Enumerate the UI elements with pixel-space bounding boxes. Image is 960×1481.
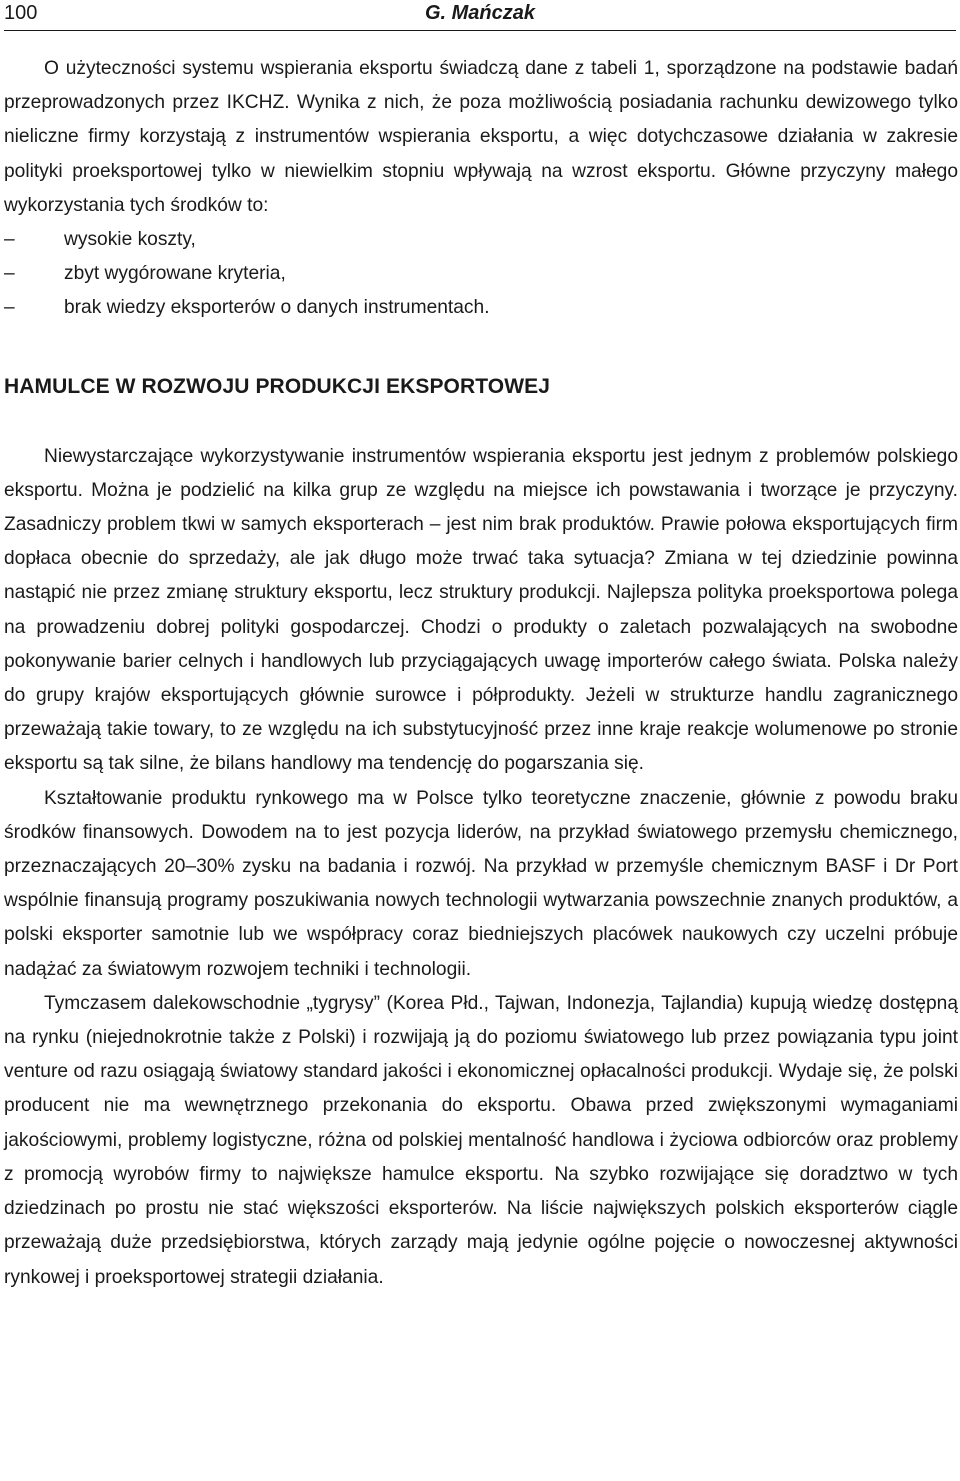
- page-number: 100: [4, 2, 38, 24]
- dash-bullet: –: [4, 229, 15, 251]
- dash-bullet: –: [4, 263, 15, 285]
- body-text: [4, 52, 958, 1295]
- intro-paragraph: O użyteczności systemu wspierania eksportu świadczą dane z tabeli 1, sporządzone na podstawie badań przeprowadzonych przez IKCHZ. Wynika z nich, że poza możliwością posiadania rachunku dewizowego tylko nieliczne firmy korzystają z instrumentów wspierania eksportu, a więc dotychczasowe działania w zakresie polityki proeksportowej tylko w niewielkim stopniu wpływają na wzrost eksportu. Główne przyczyny małego wykorzystania tych środków to:: [4, 58, 958, 216]
- dash-bullet: –: [4, 297, 15, 319]
- list-item: [4, 291, 958, 325]
- list-item-text: wysokie koszty,: [64, 229, 196, 251]
- body-paragraph: Kształtowanie produktu rynkowego ma w Polsce tylko teoretyczne znaczenie, głównie z powodu braku środków finansowych. Dowodem na to jest pozycja liderów, na przykład światowego przemysłu chemicznego, przeznaczających 20–30% zysku na badania i rozwój. Na przykład w przemyśle chemicznym BASF i Dr Port wspólnie finansują programy poszukiwania nowych technologii wytwarzania powszechnie znanych produktów, a polski eksporter samotnie lub we współpracy coraz biedniejszych placówek naukowych czy uczelni próbuje nadążać za światowym rozwojem techniki i technologii.: [4, 787, 958, 980]
- list-item: [4, 223, 958, 257]
- list-item: [4, 257, 958, 291]
- running-header: [4, 0, 956, 31]
- causes-list: [4, 223, 958, 326]
- body-paragraph: Tymczasem dalekowschodnie „tygrysy” (Korea Płd., Tajwan, Indonezja, Tajlandia) kupują wiedzę dostępną na rynku (niejednokrotnie także z Polski) i rozwijają ją do poziomu światowego lub przez powiązania typu joint venture od razu osiągają światowy standard jakości i ekonomicznej opłacalności produkcji. Wydaje się, że polski producent nie ma wewnętrznego przekonania do eksportu. Obawa przed zwiększonymi wymaganiami jakościowymi, problemy logistyczne, różna od polskiej mentalność handlowa i życiowa odbiorców oraz problemy z promocją wyrobów firmy to największe hamulce eksportu. Na szybko rozwijające się doradztwo w tych dziedzinach po prostu nie stać większości eksporterów. Na liście największych polskich eksporterów ciągle przeważają duże przedsiębiorstwa, których zarządy mają jedynie ogólne pojęcie o nowoczesnej aktywności rynkowej i proeksportowej strategii działania.: [4, 992, 958, 1288]
- body-paragraph: Niewystarczające wykorzystywanie instrumentów wspierania eksportu jest jednym z problemów polskiego eksportu. Można je podzielić na kilka grup ze względu na miejsce ich powstawania i tworzące je przyczyny. Zasadniczy problem tkwi w samych eksporterach – jest nim brak produktów. Prawie połowa eksportujących firm dopłaca obecnie do sprzedaży, ale jak długo może trwać taka sytuacja? Zmiana w tej dziedzinie powinna nastąpić nie przez zmianę struktury eksportu, lecz struktury produkcji. Najlepsza polityka proeksportowa polega na prowadzeniu dobrej polityki gospodarczej. Chodzi o produkty o zaletach pozwalających na swobodne pokonywanie barier celnych i handlowych lub przyciągających uwagę importerów całego świata. Polska należy do grupy krajów eksportujących głównie surowce i półprodukty. Jeżeli w strukturze handlu zagranicznego przeważają takie towary, to ze względu na ich substytucyjność przez inne kraje reakcje wolumenowe po stronie eksportu są tak silne, że bilans handlowy ma tendencję do pogarszania się.: [4, 445, 958, 775]
- running-author: G. Mańczak: [424, 2, 536, 24]
- list-item-text: brak wiedzy eksporterów o danych instrumentach.: [64, 297, 490, 319]
- section-heading: HAMULCE W ROZWOJU PRODUKCJI EKSPORTOWEJ: [4, 374, 551, 398]
- list-item-text: zbyt wygórowane kryteria,: [64, 263, 286, 285]
